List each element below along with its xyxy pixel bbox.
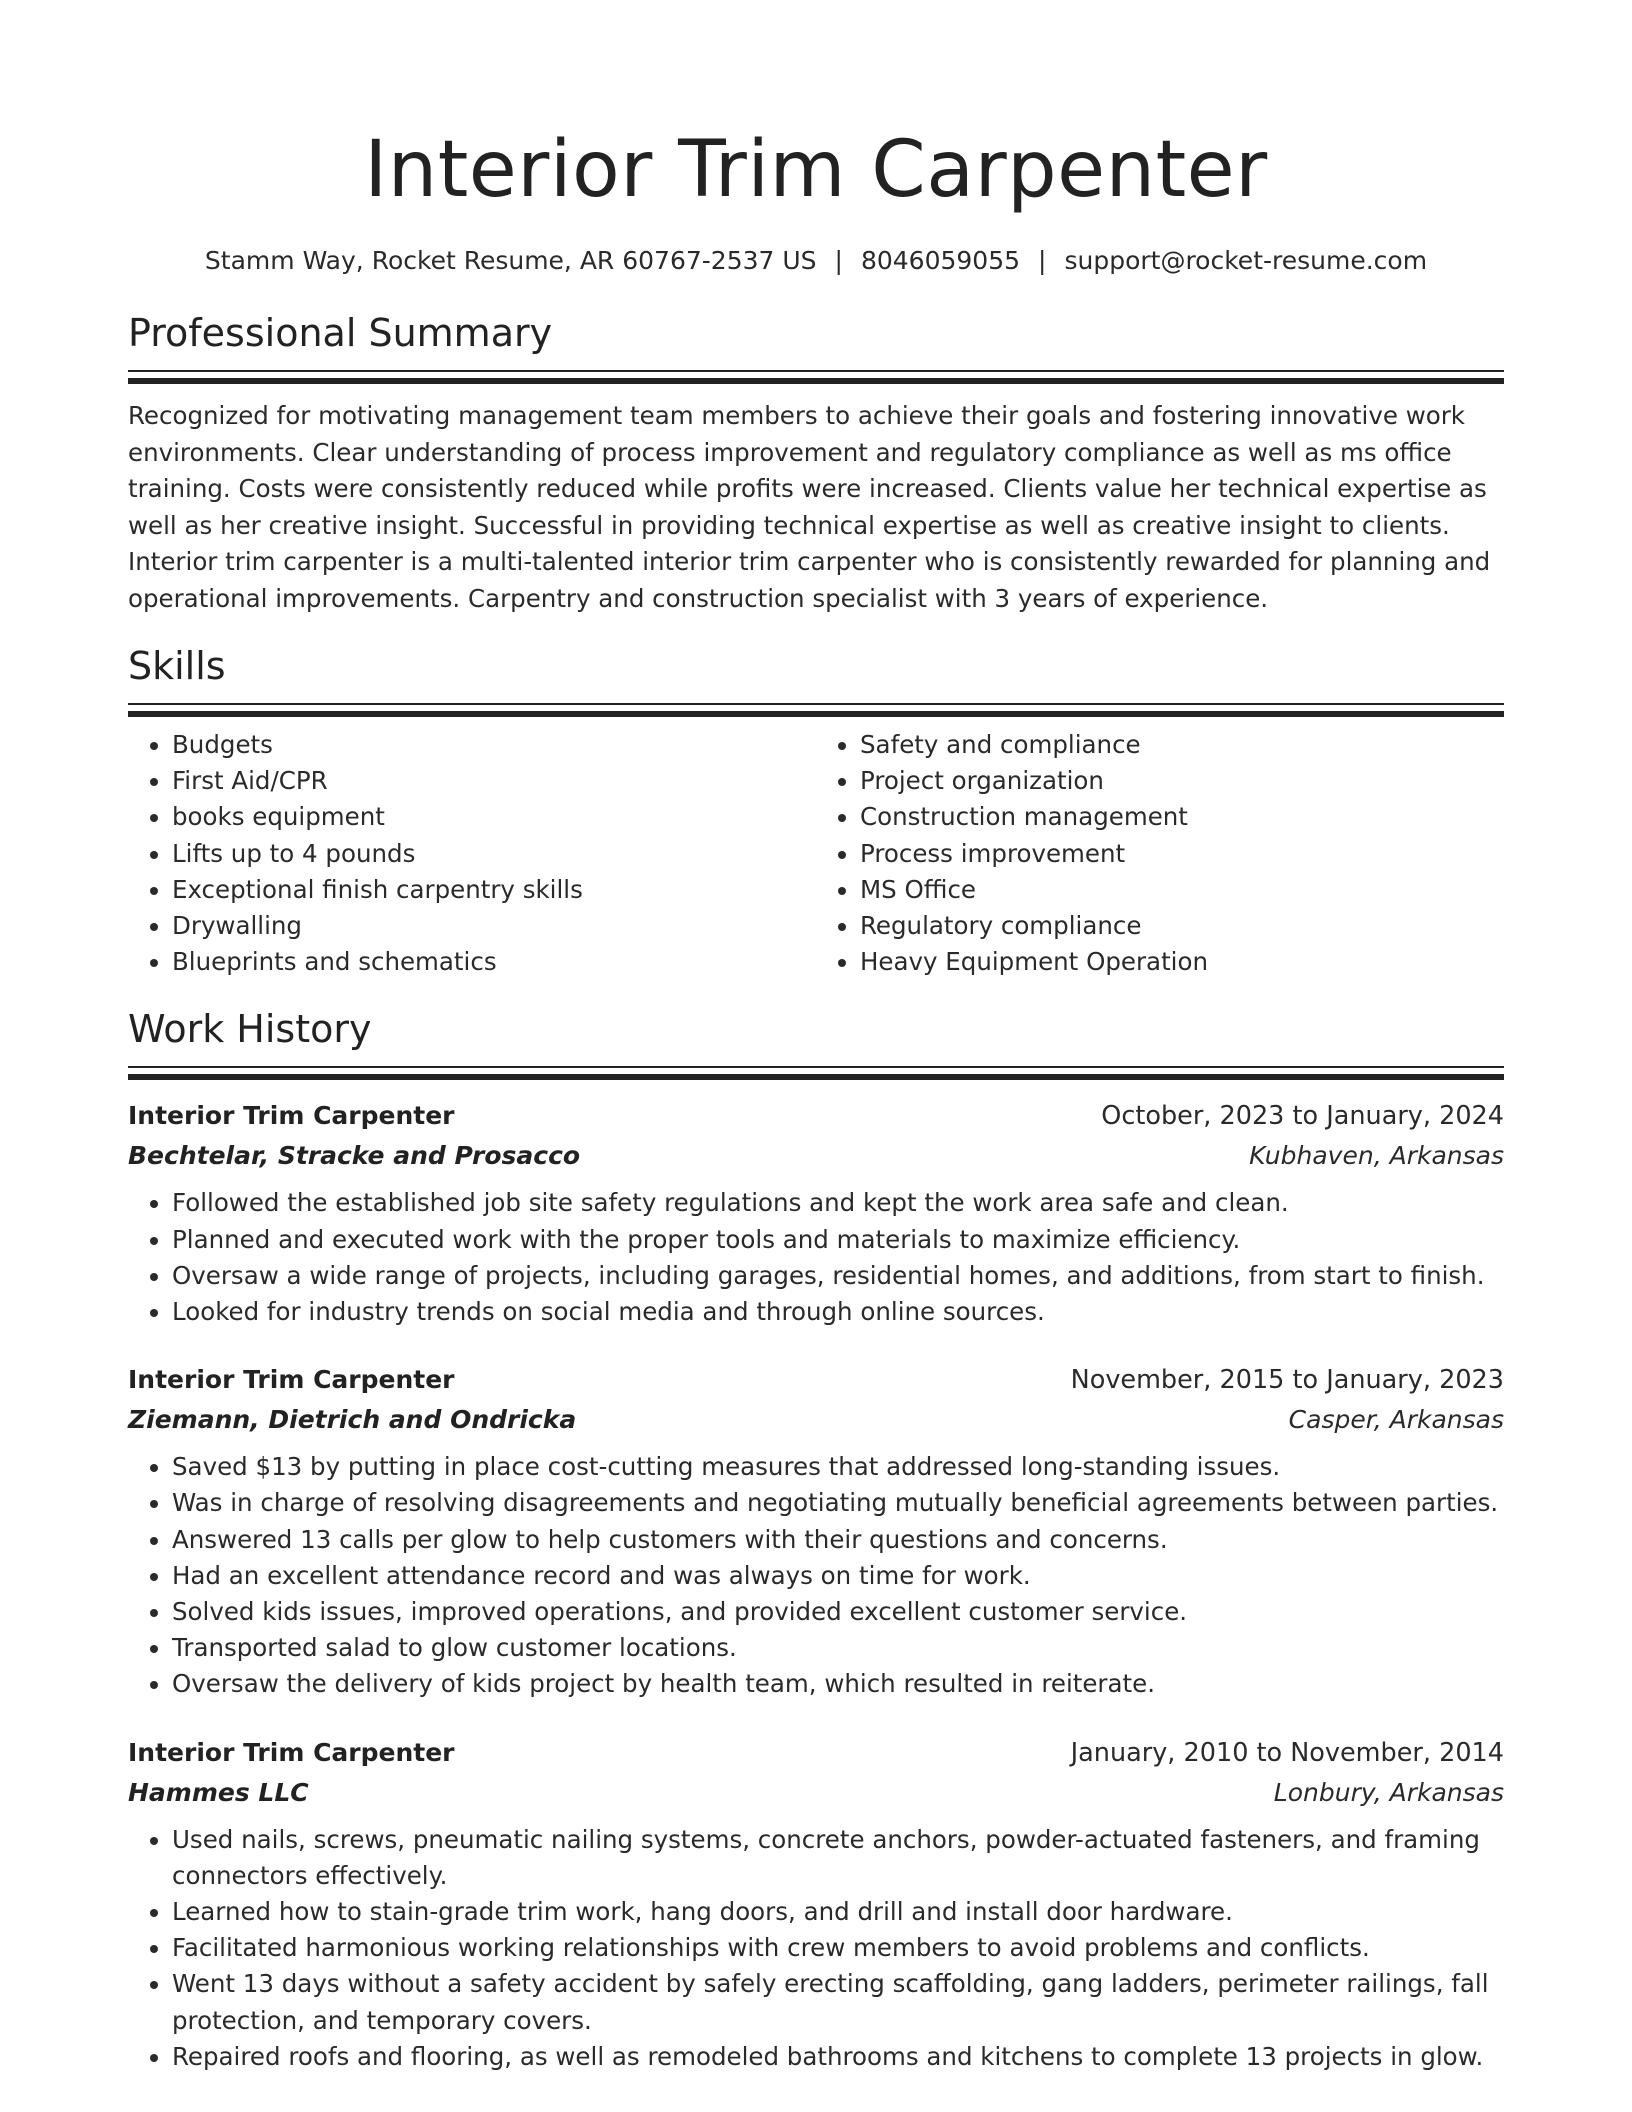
job-entry [128,1096,1504,1330]
section-title-skills: Skills [128,644,226,688]
job-bullet: • Planned and executed work with the proper tools and materials to maximize efficiency. [172,1222,1504,1258]
skill-item: • Safety and compliance [860,727,1504,763]
contact-email: support@rocket-resume.com [1064,246,1428,275]
skills-list-left [128,727,816,980]
skill-item: • books equipment [172,799,816,835]
job-bullet: • Learned how to stain-grade trim work, hang doors, and drill and install door hardware. [172,1894,1504,1930]
skills-section [128,641,1504,980]
job-bullet: • Followed the established job site safety regulations and kept the work area safe and clean. [172,1185,1504,1221]
skill-item: • Drywalling [172,908,816,944]
job-bullet: • Went 13 days without a safety accident by safely erecting scaffolding, gang ladders, perimeter railings, fall protection, and temporary covers. [172,1966,1504,2038]
section-title-summary: Professional Summary [128,311,553,355]
job-title: Interior Trim Carpenter [128,1737,455,1767]
skill-item: • Regulatory compliance [860,908,1504,944]
job-bullet: • Facilitated harmonious working relationships with crew members to avoid problems and conflicts. [172,1930,1504,1966]
skill-item: • Construction management [860,799,1504,835]
job-bullet: • Transported salad to glow customer locations. [172,1630,1504,1666]
job-dates: November, 2015 to January, 2023 [1070,1365,1504,1396]
job-title: Interior Trim Carpenter [128,1365,455,1395]
skill-item: • Process improvement [860,836,1504,872]
skill-item: • MS Office [860,872,1504,908]
job-bullet: • Oversaw the delivery of kids project by health team, which resulted in reiterate. [172,1666,1504,1702]
job-bullet: • Had an excellent attendance record and was always on time for work. [172,1558,1504,1594]
section-title-work-history: Work History [128,1007,372,1052]
job-company: Ziemann, Dietrich and Ondricka [128,1405,577,1435]
job-company: Hammes LLC [128,1777,309,1807]
section-divider [128,1066,1504,1080]
job-header-row [128,1733,1504,1773]
job-bullets [128,1822,1504,2075]
candidate-name: Interior Trim Carpenter [364,125,1268,215]
job-title: Interior Trim Carpenter [128,1101,455,1131]
contact-line [128,244,1504,278]
job-entry [128,1360,1504,1702]
job-dates: October, 2023 to January, 2024 [1101,1101,1504,1132]
job-bullet: • Oversaw a wide range of projects, including garages, residential homes, and additions, from start to finish. [172,1258,1504,1294]
job-bullet: • Used nails, screws, pneumatic nailing systems, concrete anchors, powder-actuated fasteners, and framing connectors effectively. [172,1822,1504,1894]
job-bullet: • Was in charge of resolving disagreements and negotiating mutually beneficial agreements between parties. [172,1485,1504,1521]
contact-phone: 8046059055 [860,246,1021,275]
skills-columns [128,727,1504,980]
section-divider [128,703,1504,717]
job-company-row [128,1400,1504,1439]
job-location: Casper, Arkansas [1288,1405,1504,1435]
skills-list-right [816,727,1504,980]
skill-item: • Blueprints and schematics [172,944,816,980]
job-company-row [128,1136,1504,1175]
job-entry [128,1733,1504,2075]
summary-text: Recognized for motivating management team members to achieve their goals and fostering innovative work environments. Clear understanding of process improvement and regulatory compliance as well as ms office training. Costs were consistently reduced while profits were increased. Clients value her technical expertise as well as her creative insight. Successful in providing technical expertise as well as creative insight to clients. Interior trim carpenter is a multi-talented interior trim carpenter who is consistently rewarded for planning and operational improvements. Carpentry and construction specialist with 3 years of experience. [128,401,1491,613]
job-bullet: • Solved kids issues, improved operations, and provided excellent customer service. [172,1594,1504,1630]
contact-address: Stamm Way, Rocket Resume, AR 60767-2537 US [204,246,817,275]
job-company-row [128,1773,1504,1812]
job-location: Kubhaven, Arkansas [1249,1141,1504,1171]
work-history-section [128,1004,1504,2075]
job-bullet: • Looked for industry trends on social media and through online sources. [172,1294,1504,1330]
summary-section [128,308,1504,617]
job-bullet: • Repaired roofs and flooring, as well as remodeled bathrooms and kitchens to complete 13 projects in glow. [172,2039,1504,2075]
contact-separator: | [1038,246,1047,275]
job-bullets [128,1449,1504,1702]
job-bullets [128,1185,1504,1330]
skill-item: • Lifts up to 4 pounds [172,836,816,872]
job-location: Lonbury, Arkansas [1273,1777,1504,1807]
skill-item: • Budgets [172,727,816,763]
job-header-row [128,1360,1504,1400]
section-divider [128,370,1504,384]
job-company: Bechtelar, Stracke and Prosacco [128,1141,581,1171]
skill-item: • Exceptional finish carpentry skills [172,872,816,908]
skill-item: • First Aid/CPR [172,763,816,799]
contact-separator: | [834,246,843,275]
job-bullet: • Saved $13 by putting in place cost-cutting measures that addressed long-standing issues. [172,1449,1504,1485]
job-header-row [128,1096,1504,1136]
job-dates: January, 2010 to November, 2014 [1070,1737,1504,1768]
skill-item: • Heavy Equipment Operation [860,944,1504,980]
skill-item: • Project organization [860,763,1504,799]
jobs-list [128,1096,1504,2075]
job-bullet: • Answered 13 calls per glow to help customers with their questions and concerns. [172,1522,1504,1558]
